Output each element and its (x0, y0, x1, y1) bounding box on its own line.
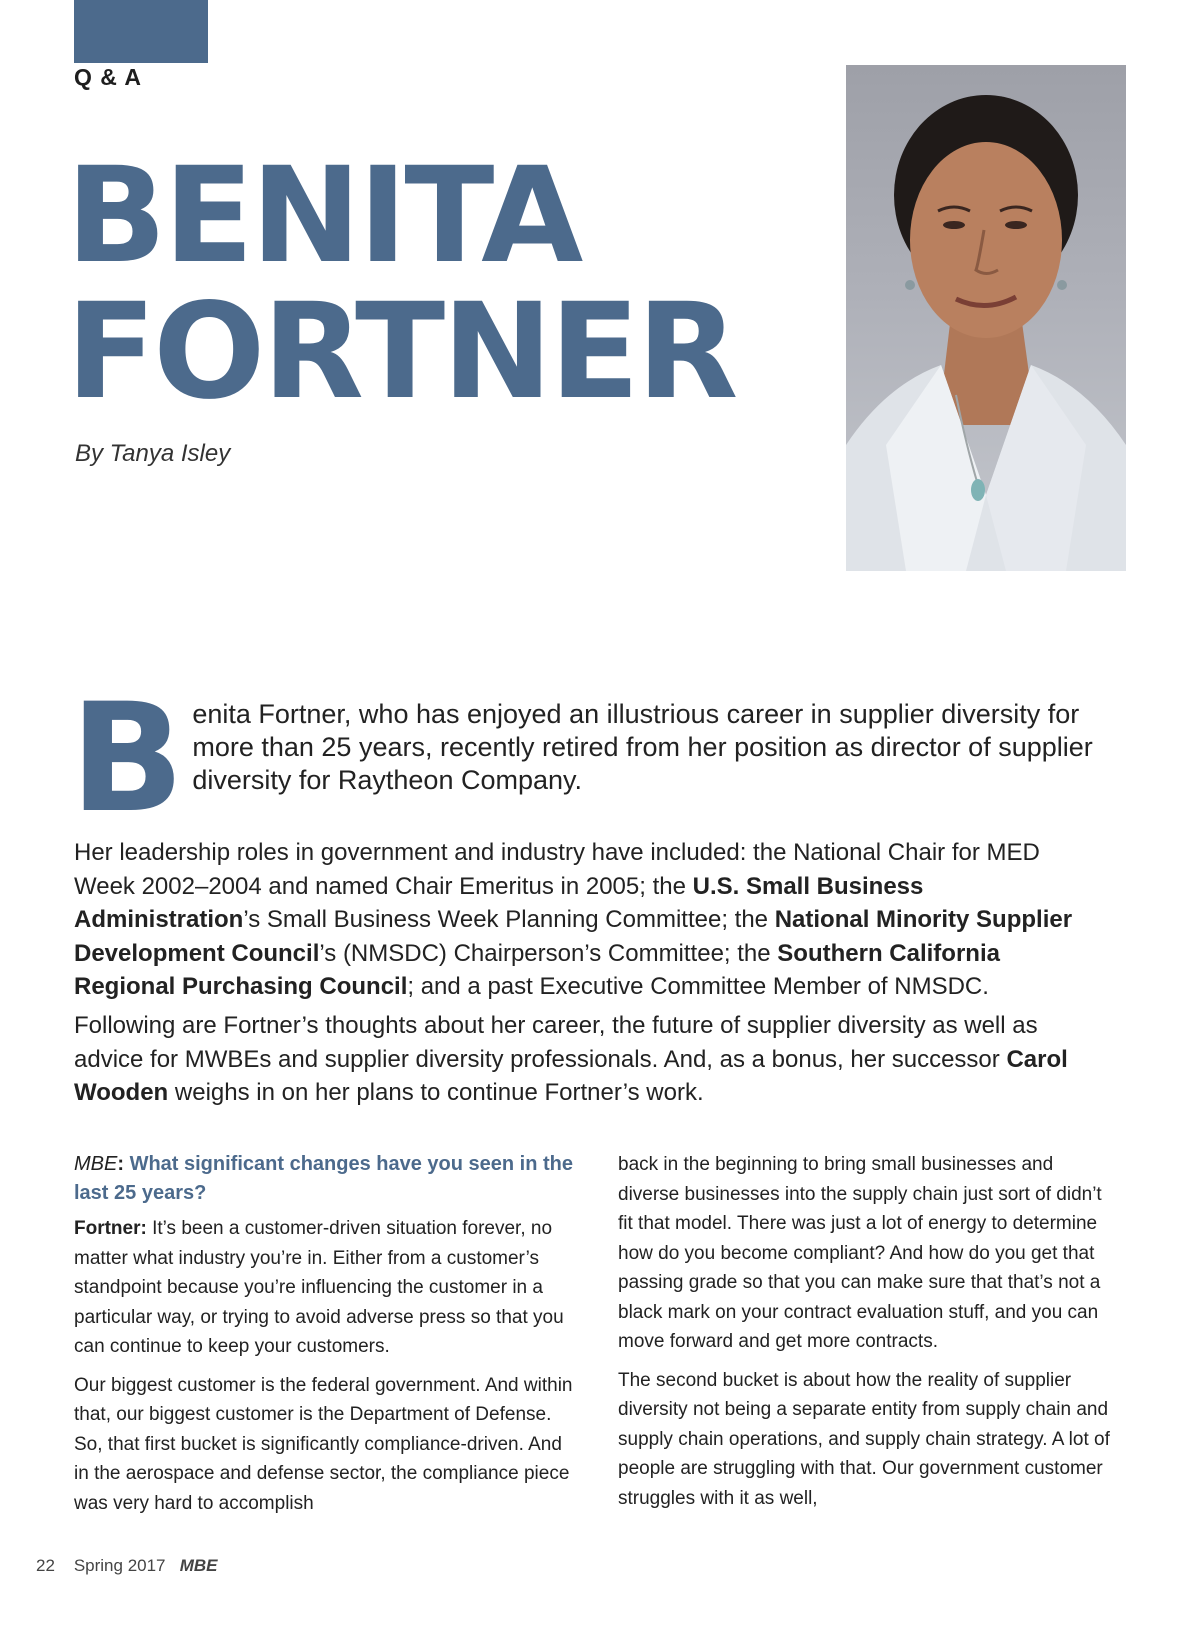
successor-name: Carol Wooden (74, 1045, 1068, 1106)
text-run: ; and a past Executive Committee Member of NMSDC. (407, 973, 989, 1000)
org-scrpc: Southern California Regional Purchasing Council (74, 939, 1000, 1000)
question (74, 1150, 574, 1208)
continued-paragraph: back in the beginning to bring small businesses and diverse businesses into the supply chain just sort of didn’t fit that model. There was just a lot of energy to determine how do you become compliant? And how do you get that passing grade so that you can make sure that that’s not a black mark on your contract evaluation stuff, and you can move forward and get more contracts. (618, 1154, 1102, 1352)
text-run: Her leadership roles in government and industry have included: the National Chair for MED Week 2002–2004 and named Chair Emeritus in 2005; the (74, 839, 1040, 900)
portrait-photo (846, 65, 1126, 571)
magazine-name: MBE (179, 1556, 218, 1575)
headline-last-name: FORTNER (66, 275, 736, 429)
answer-paragraph-2: Our biggest customer is the federal government. And within that, our biggest customer is the Department of Defense. So, that first bucket is significantly compliance-driven. And in the aerospace and defense sector, the compliance piece was very hard to accomplish (74, 1374, 573, 1514)
text-run: weighs in on her plans to continue Fortner’s work. (168, 1079, 704, 1106)
byline: By Tanya Isley (75, 440, 231, 467)
text-run: Following are Fortner’s thoughts about her career, the future of supplier diversity as well as advice for MWBEs and supplier diversity professionals. And, as a bonus, her successor (74, 1012, 1038, 1073)
issue-date: Spring 2017 (73, 1556, 166, 1575)
leadership-paragraph (74, 836, 1100, 1004)
speaker-label: Fortner: (74, 1218, 147, 1239)
right-column (618, 1150, 1118, 1522)
magazine-label: MBE (74, 1153, 118, 1175)
text-run: ’s Small Business Week Planning Committee; the (243, 906, 775, 933)
following-paragraph (74, 1009, 1100, 1110)
headline (66, 139, 736, 429)
question-text: What significant changes have you seen in the last 25 years? (74, 1153, 573, 1204)
page-footer (36, 1556, 217, 1576)
answer-paragraph (74, 1214, 574, 1362)
portrait-illustration (846, 65, 1126, 571)
headline-first-name: BENITA (66, 139, 581, 293)
second-bucket-paragraph: The second bucket is about how the reality of supplier diversity not being a separate entity from supply chain and supply chain operations, and supply chain strategy. A lot of people are struggling with that. Our government customer struggles with it as well, (618, 1369, 1110, 1509)
answer-text: It’s been a customer-driven situation forever, no matter what industry you’re in. Either from a customer’s standpoint because you’re influencing the customer in a particular way, or trying to avoid adverse press so that you can continue to keep your customers. (74, 1218, 564, 1357)
intro (70, 672, 1100, 846)
section-tag: Q & A (74, 64, 143, 90)
org-sba: U.S. Small Business Administration (74, 872, 924, 933)
drop-cap: B (70, 672, 185, 846)
left-column (74, 1150, 574, 1527)
org-nmsdc: National Minority Supplier Development Council (74, 906, 1073, 967)
page-number: 22 (36, 1556, 55, 1575)
text-run: ’s (NMSDC) Chairperson’s Committee; the (319, 939, 778, 967)
colon: : (117, 1153, 125, 1175)
header-color-bar (74, 0, 208, 63)
lead-paragraph: enita Fortner, who has enjoyed an illustrious career in supplier diversity for more than 25 years, recently retired from her position as director of supplier diversity for Raytheon Company. (192, 699, 1093, 795)
